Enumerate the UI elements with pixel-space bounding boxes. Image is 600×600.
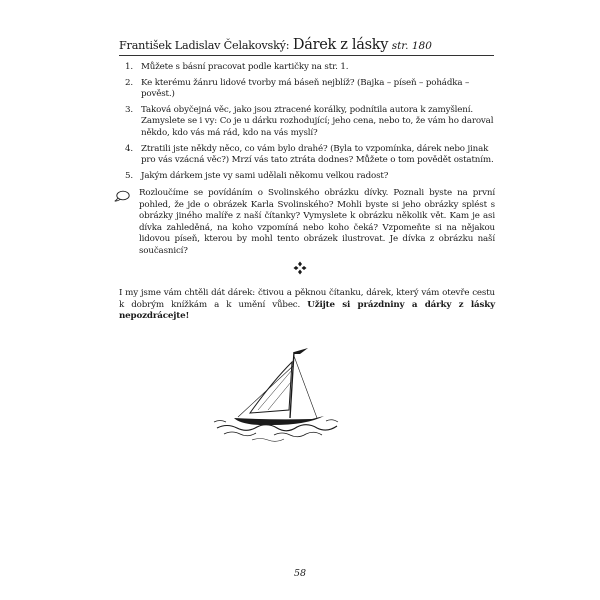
closing-text: I my jsme vám chtěli dát dárek: čtivou a pěknou čítanku, dárek, který vám otevře cestu k dobrým knížkám a k umění vůbec. <box>119 288 495 310</box>
page-number: 58 <box>293 568 307 579</box>
question-item <box>125 105 495 140</box>
question-number: 3. <box>125 104 133 115</box>
question-number: 1. <box>125 62 133 72</box>
question-item <box>125 144 495 167</box>
author-name: František Ladislav Čelakovský: <box>119 39 290 52</box>
question-text: Jakým dárkem jste vy sami udělali někomu velkou radost? <box>141 170 389 181</box>
four-diamond-ornament-icon <box>293 261 307 275</box>
question-text: Můžete s básní pracovat podle kartičky na str. 1. <box>141 62 349 72</box>
question-text: Ztratili jste někdy něco, co vám bylo drahé? (Byla to vzpomínka, dárek nebo jinak pro vás vzácná věc?) Mrzí vás tato ztráta dodnes? Můžete o tom povědět ostatním. <box>141 143 494 166</box>
page-reference: str. 180 <box>391 40 432 52</box>
closing-bold-text: Užijte si prázdniny a dárky z lásky nepozdrácejte! <box>119 299 495 322</box>
poem-title: Dárek z lásky <box>292 37 389 53</box>
question-number: 4. <box>125 143 133 154</box>
discussion-text: Rozloučíme se povídáním o Svolinského obrázku dívky. Poznali byste na první pohled, že jde o obrázek Karla Svolinského? Mohli byste si jeho obrázky splést s obrázky jiného malíře z naší čítanky? Vymyslete k obrázku několik vět. Kam je asi dívka zahleděná, na koho vzpomíná nebo koho čeká? Vzpomeňte si na nějakou lidovou píseň, kterou by mohl tento obrázek ilustrovat. Je dívka z obrázku naší současnicí? <box>139 188 495 256</box>
question-text: Taková obyčejná věc, jako jsou ztracené korálky, podnítila autora k zamyšlení. Zamyslete se i vy: Co je u dárku rozhodující; jeho cena, nebo to, že vám ho daroval někdo, kdo vás má rád, kdo na vás myslí? <box>141 104 494 138</box>
question-item <box>125 62 495 74</box>
question-item <box>125 171 495 183</box>
discussion-block <box>114 188 495 258</box>
sailboat-icon <box>212 330 342 445</box>
closing-paragraph <box>119 288 495 323</box>
question-text: Ke kterému žánru lidové tvorby má báseň nejblíž? (Bajka – píseň – pohádka – pověst.) <box>141 77 470 100</box>
page-header <box>119 38 494 56</box>
question-number: 5. <box>125 170 133 181</box>
question-number: 2. <box>125 77 133 88</box>
question-list <box>125 62 495 186</box>
speech-bubble-icon <box>114 190 130 202</box>
question-item <box>125 78 495 101</box>
